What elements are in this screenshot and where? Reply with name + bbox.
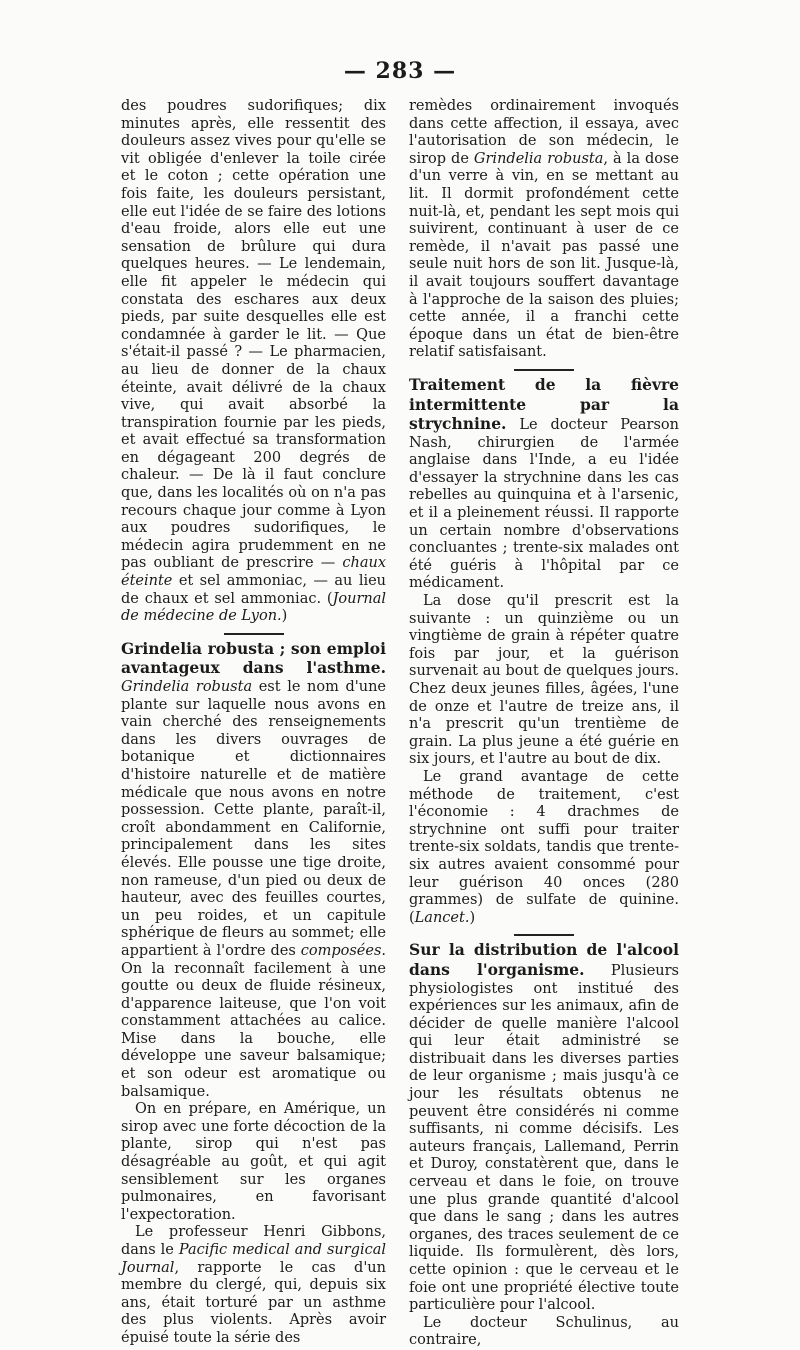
paragraph-schulinus: Le docteur Schulinus, au contraire, bbox=[409, 1314, 679, 1349]
paragraph-chaux bbox=[121, 98, 386, 626]
paragraph-gibbons bbox=[121, 1224, 386, 1347]
section-heading-grindelia: Grindelia robusta ; son emploi avantageux dans l'asthme. bbox=[121, 638, 386, 678]
italic-term: chaux éteinte bbox=[121, 555, 386, 590]
text-segment: , à la dose d'un verre à vin, en se mettant au lit. Il dormit profondément cette nuit-là, et, pendant les sept mois qui suivirent, continuant à user de ce remède, il n'avait pas passé une seule nuit hors de son lit. Jusque-là, il avait toujours souffert davantage à l'approche de la saison des pluies; cette année, il a franchi cette époque dans un état de bien-être relatif satisfaisant. bbox=[409, 150, 680, 361]
paragraph-dose: La dose qu'il prescrit est la suivante : un quinzième ou un vingtième de grain à répéter quatre fois par jour, et la guérison survenait au bout de quelques jours. Chez deux jeunes filles, âgées, l'une de onze et l'autre de treize ans, il n'a prescrit qu'un trentième de grain. La plus jeune a été guérie en six jours, et l'autre au bout de dix. bbox=[409, 593, 679, 768]
source-citation: Lancet. bbox=[414, 909, 470, 926]
journal-title: Pacific medical and surgical Journal bbox=[121, 1242, 386, 1276]
left-column bbox=[121, 98, 386, 1348]
text-segment: Le professeur Henri Gibbons, dans le bbox=[121, 1224, 386, 1258]
text-segment: ) bbox=[281, 608, 288, 625]
paragraph-remedes bbox=[409, 98, 679, 362]
plant-name: Grindelia robusta bbox=[473, 150, 604, 167]
paragraph-sirop: On en prépare, en Amérique, un sirop avec une forte décoction de la plante, sirop qui n'est pas désagréable au goût, et qui agit sensiblement sur les organes pulmonaires, en favorisant l'expectoration. bbox=[121, 1101, 386, 1223]
text-segment: . On la reconnaît facilement à une goutte ou deux de fluide résineux, d'apparence laiteuse, que l'on voit constamment attachées au calice. Mise dans la bouche, elle développe une saveur balsamique; et son odeur est aromatique ou balsamique. bbox=[121, 942, 387, 1100]
text-segment: Plusieurs physiologistes ont institué des expériences sur les animaux, afin de décider de quelle manière l'alcool qui leur était administré se distribuait dans les diverses parties de leur organisme ; mais jusqu'à ce jour les résultats obtenus ne peuvent être considérés ni comme suffisants, ni comme décisifs. Les auteurs français, Lallemand, Perrin et Duroy, constatèrent que, dans le cerveau et dans le foie, on trouve une plus grande quantité d'alcool que dans le sang ; dans les autres organes, des traces seulement de ce liquide. Ils formulèrent, dès lors, cette opinion : que le cerveau et le foie ont une propriété élective toute particulière pour l'alcool. bbox=[409, 962, 679, 1314]
section-divider bbox=[514, 369, 574, 371]
text-segment: est le nom d'une plante sur laquelle nous avons en vain cherché des renseignements dans les divers ouvrages de botanique et dictionnaires d'histoire naturelle et de matière médicale que nous avons en notre possession. Cette plante, paraît-il, croît abondamment en Californie, principalement dans les sites élevés. Elle pousse une tige droite, non rameuse, d'un pied ou deux de hauteur, avec des feuilles courtes, un peu roides, et un capitule sphérique de fleurs au sommet; elle appartient à l'ordre des bbox=[121, 679, 386, 959]
section-heading-fievre: Traitement de la fièvre intermittente par la strychnine. bbox=[409, 374, 679, 434]
text-segment: , rapporte le cas d'un membre du clergé, qui, depuis six ans, était torturé par un asthme des plus violents. Après avoir épuisé toute la série des bbox=[121, 1259, 386, 1346]
paragraph-economie bbox=[409, 769, 679, 927]
section-divider bbox=[514, 934, 574, 936]
right-column bbox=[409, 98, 679, 1350]
paragraph-alcool bbox=[409, 941, 679, 1314]
text-segment: Le docteur Pearson Nash, chirurgien de l'armée anglaise dans l'Inde, a eu l'idée d'essayer la strychnine dans les cas rebelles au quinquina et à l'arsenic, et il a pleinement réussi. Il rapporte un certain nombre d'observations concluantes ; trente-six malades ont été guéris à l'hôpital par ce médicament. bbox=[409, 417, 680, 592]
text-segment: et sel ammoniac, — au lieu de chaux et sel ammoniac. ( bbox=[121, 573, 387, 607]
paragraph-grindelia bbox=[121, 640, 386, 1101]
paragraph-fievre bbox=[409, 376, 679, 593]
plant-name: Grindelia robusta bbox=[121, 679, 253, 695]
text-segment: Le grand avantage de cette méthode de traitement, c'est l'économie : 4 drachmes de strychnine ont suffi pour traiter trente-six soldats, tandis que trente-six autres avaient consommé pour leur guérison 40 onces (280 grammes) de sulfate de quinine. ( bbox=[409, 768, 679, 926]
text-segment: ) bbox=[469, 909, 476, 926]
text-segment: remèdes ordinairement invoqués dans cette affection, il essaya, avec l'autorisation de son médecin, le sirop de bbox=[409, 98, 679, 167]
text-segment: des poudres sudorifiques; dix minutes après, elle ressentit des douleurs assez vives pour qu'elle se vit obligée d'enlever la toile cirée et le coton ; cette opération une fois faite, les douleurs persistant, elle eut l'idée de se faire des lotions d'eau froide, alors elle eut une sensation de brûlure qui dura quelques heures. — Le lendemain, elle fit appeler le médecin qui constata des eschares aux deux pieds, par suite desquelles elle est condamnée à garder le lit. — Que s'était-il passé ? — Le pharmacien, au lieu de donner de la chaux éteinte, avait délivré de la chaux vive, qui avait absorbé la transpiration fournie par les pieds, et avait effectué sa transformation en dégageant 200 degrés de chaleur. — De là il faut conclure que, dans les localités où on n'a pas recours chaque jour comme à Lyon aux poudres sudorifiques, le médecin agira prudemment en ne pas oubliant de prescrire — bbox=[121, 98, 386, 572]
page-number: — 283 — bbox=[343, 58, 457, 84]
italic-term: composées bbox=[300, 942, 382, 959]
section-heading-alcool: Sur la distribution de l'alcool dans l'organisme. bbox=[409, 940, 679, 979]
section-divider bbox=[224, 633, 284, 635]
source-citation: Journal de médecine de Lyon. bbox=[121, 590, 386, 625]
